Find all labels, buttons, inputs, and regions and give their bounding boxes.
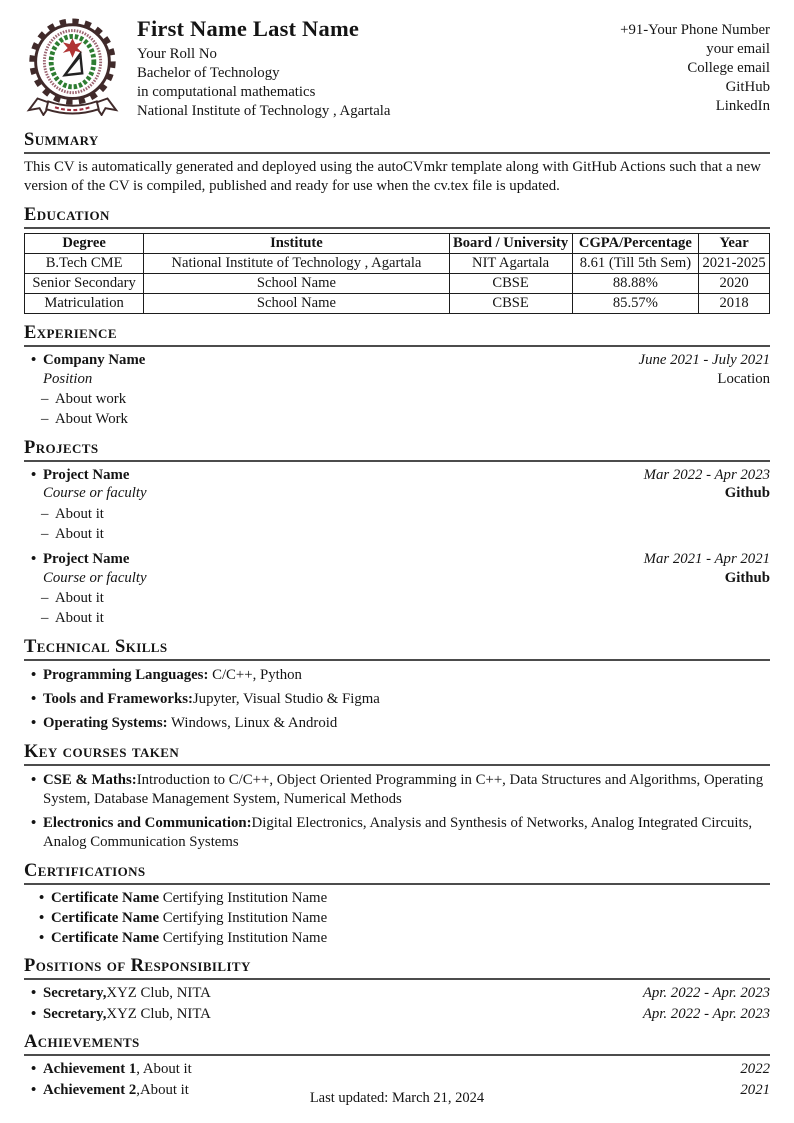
position-dates: Apr. 2022 - Apr. 2023 [642, 1005, 770, 1022]
project-name: • Project Name [24, 466, 129, 485]
cell-institute: National Institute of Technology , Agartala [144, 254, 449, 274]
achievement-item [24, 1060, 770, 1079]
experience-item [24, 351, 770, 429]
project-subtitle: Course or faculty [43, 485, 147, 501]
certification-item [24, 889, 770, 908]
col-board: Board / University [449, 234, 572, 254]
table-row [25, 254, 770, 274]
institute-logo [24, 15, 121, 116]
cell-degree: B.Tech CME [25, 254, 144, 274]
position-dates: Apr. 2022 - Apr. 2023 [642, 985, 770, 1001]
cell-year: 2021-2025 [699, 254, 770, 274]
achievement-name: Achievement 1 [43, 1061, 137, 1077]
branch-line: in computational mathematics [137, 84, 316, 100]
skill-label: Programming Languages: [43, 666, 209, 683]
candidate-name: First Name Last Name [137, 16, 360, 41]
certification-item [24, 929, 770, 948]
project-dates: Mar 2021 - Apr 2021 [643, 551, 770, 567]
section-positions [24, 956, 770, 1023]
col-institute: Institute [144, 234, 449, 254]
college-email-link[interactable]: College email [687, 60, 770, 76]
section-title: Positions of Responsibility [24, 956, 770, 980]
cell-institute: School Name [144, 274, 449, 294]
section-courses [24, 742, 770, 852]
cell-year: 2020 [699, 274, 770, 294]
skill-value: Windows, Linux & Android [167, 714, 338, 731]
certificate-name: Certificate Name [51, 889, 160, 906]
position-title: Position [43, 370, 93, 387]
section-title: Education [24, 205, 770, 229]
col-degree: Degree [25, 234, 144, 254]
section-title: Key courses taken [24, 742, 770, 766]
section-experience [24, 323, 770, 429]
certification-item [24, 909, 770, 928]
section-skills [24, 637, 770, 733]
project-github-link[interactable]: Github [724, 485, 770, 501]
header [24, 14, 770, 121]
skill-value: C/C++, Python [208, 666, 302, 683]
project-subtitle: Course or faculty [43, 569, 147, 586]
email-link[interactable]: your email [706, 41, 770, 57]
course-item [24, 771, 770, 809]
nit-agartala-emblem-icon [24, 15, 121, 116]
section-projects [24, 438, 770, 628]
cell-institute: School Name [144, 294, 449, 314]
company-name: • Company Name [24, 351, 145, 370]
cell-board: CBSE [449, 274, 572, 294]
section-title: Certifications [24, 861, 770, 885]
achievement-year: 2021 [740, 1081, 770, 1098]
cell-year: 2018 [699, 294, 770, 314]
project-item [24, 466, 770, 544]
table-row [25, 274, 770, 294]
project-name: • Project Name [24, 550, 129, 569]
table-header-row [25, 234, 770, 254]
project-point: – About it [24, 525, 770, 544]
position-item [24, 1005, 770, 1024]
certificate-issuer: Certifying Institution Name [162, 889, 328, 906]
last-updated-note: Last updated: March 21, 2024 [309, 1089, 485, 1106]
course-label: Electronics and Communication: [43, 814, 252, 831]
section-certifications [24, 861, 770, 948]
project-item [24, 550, 770, 628]
roll-no: Your Roll No [137, 46, 217, 62]
cell-cgpa: 85.57% [572, 294, 699, 314]
header-identity [137, 14, 620, 121]
experience-point: – About work [24, 390, 770, 409]
section-title: Projects [24, 438, 770, 462]
header-contacts [620, 14, 770, 116]
course-item [24, 814, 770, 852]
cell-degree: Senior Secondary [25, 274, 144, 294]
col-cgpa: CGPA/Percentage [572, 234, 699, 254]
achievement-desc: ,About it [136, 1081, 189, 1098]
section-education [24, 205, 770, 314]
position-item [24, 984, 770, 1003]
section-title: Summary [24, 130, 770, 154]
skill-label: Tools and Frameworks: [43, 690, 193, 707]
achievement-desc: , About it [136, 1061, 192, 1077]
skill-item [24, 690, 770, 709]
cell-cgpa: 8.61 (Till 5th Sem) [572, 254, 699, 274]
course-value: Introduction to C/C++, Object Oriented Programming in C++, Data Structures and Algorithms, Operating System, Database Management System, Numerical Methods [43, 771, 764, 807]
position-role: Secretary, [43, 1005, 107, 1022]
project-point: – About it [24, 589, 770, 608]
skill-label: Operating Systems: [43, 714, 168, 731]
section-title: Achievements [24, 1032, 770, 1056]
experience-location: Location [717, 370, 770, 387]
project-dates: Mar 2022 - Apr 2023 [643, 466, 770, 483]
position-role: Secretary, [43, 985, 107, 1001]
project-point: – About it [24, 609, 770, 628]
table-row [25, 294, 770, 314]
experience-point: – About Work [24, 410, 770, 429]
certificate-name: Certificate Name [51, 909, 160, 926]
linkedin-link[interactable]: LinkedIn [715, 98, 770, 114]
phone-number: +91-Your Phone Number [620, 22, 770, 38]
certificate-name: Certificate Name [51, 929, 160, 946]
course-label: CSE & Maths: [43, 771, 137, 788]
achievement-name: Achievement 2 [43, 1081, 137, 1098]
cell-cgpa: 88.88% [572, 274, 699, 294]
section-title: Experience [24, 323, 770, 347]
col-year: Year [699, 234, 770, 254]
institute-line: National Institute of Technology , Agartala [137, 103, 391, 119]
project-github-link[interactable]: Github [724, 569, 770, 586]
certificate-issuer: Certifying Institution Name [162, 929, 328, 946]
position-org: XYZ Club, NITA [106, 985, 211, 1001]
achievement-year: 2022 [740, 1061, 770, 1077]
project-point: – About it [24, 505, 770, 524]
position-org: XYZ Club, NITA [106, 1005, 211, 1022]
cell-board: NIT Agartala [449, 254, 572, 274]
skill-value: Jupyter, Visual Studio & Figma [192, 690, 380, 707]
cell-degree: Matriculation [25, 294, 144, 314]
skill-item [24, 666, 770, 685]
course-value: Digital Electronics, Analysis and Synthesis of Networks, Analog Integrated Circuits, Analog Communication Systems [43, 814, 753, 850]
certificate-issuer: Certifying Institution Name [162, 909, 328, 926]
degree-line: Bachelor of Technology [137, 65, 280, 81]
skill-item [24, 714, 770, 733]
summary-text: This CV is automatically generated and deployed using the autoCVmkr template along with GitHub Actions such that a new version of the CV is compiled, published and ready for use when the cv.tex file is updated. [24, 159, 761, 194]
section-summary [24, 130, 770, 196]
section-title: Technical Skills [24, 637, 770, 661]
education-table [24, 233, 770, 314]
github-link[interactable]: GitHub [725, 79, 770, 95]
experience-dates: June 2021 - July 2021 [638, 352, 770, 368]
cell-board: CBSE [449, 294, 572, 314]
